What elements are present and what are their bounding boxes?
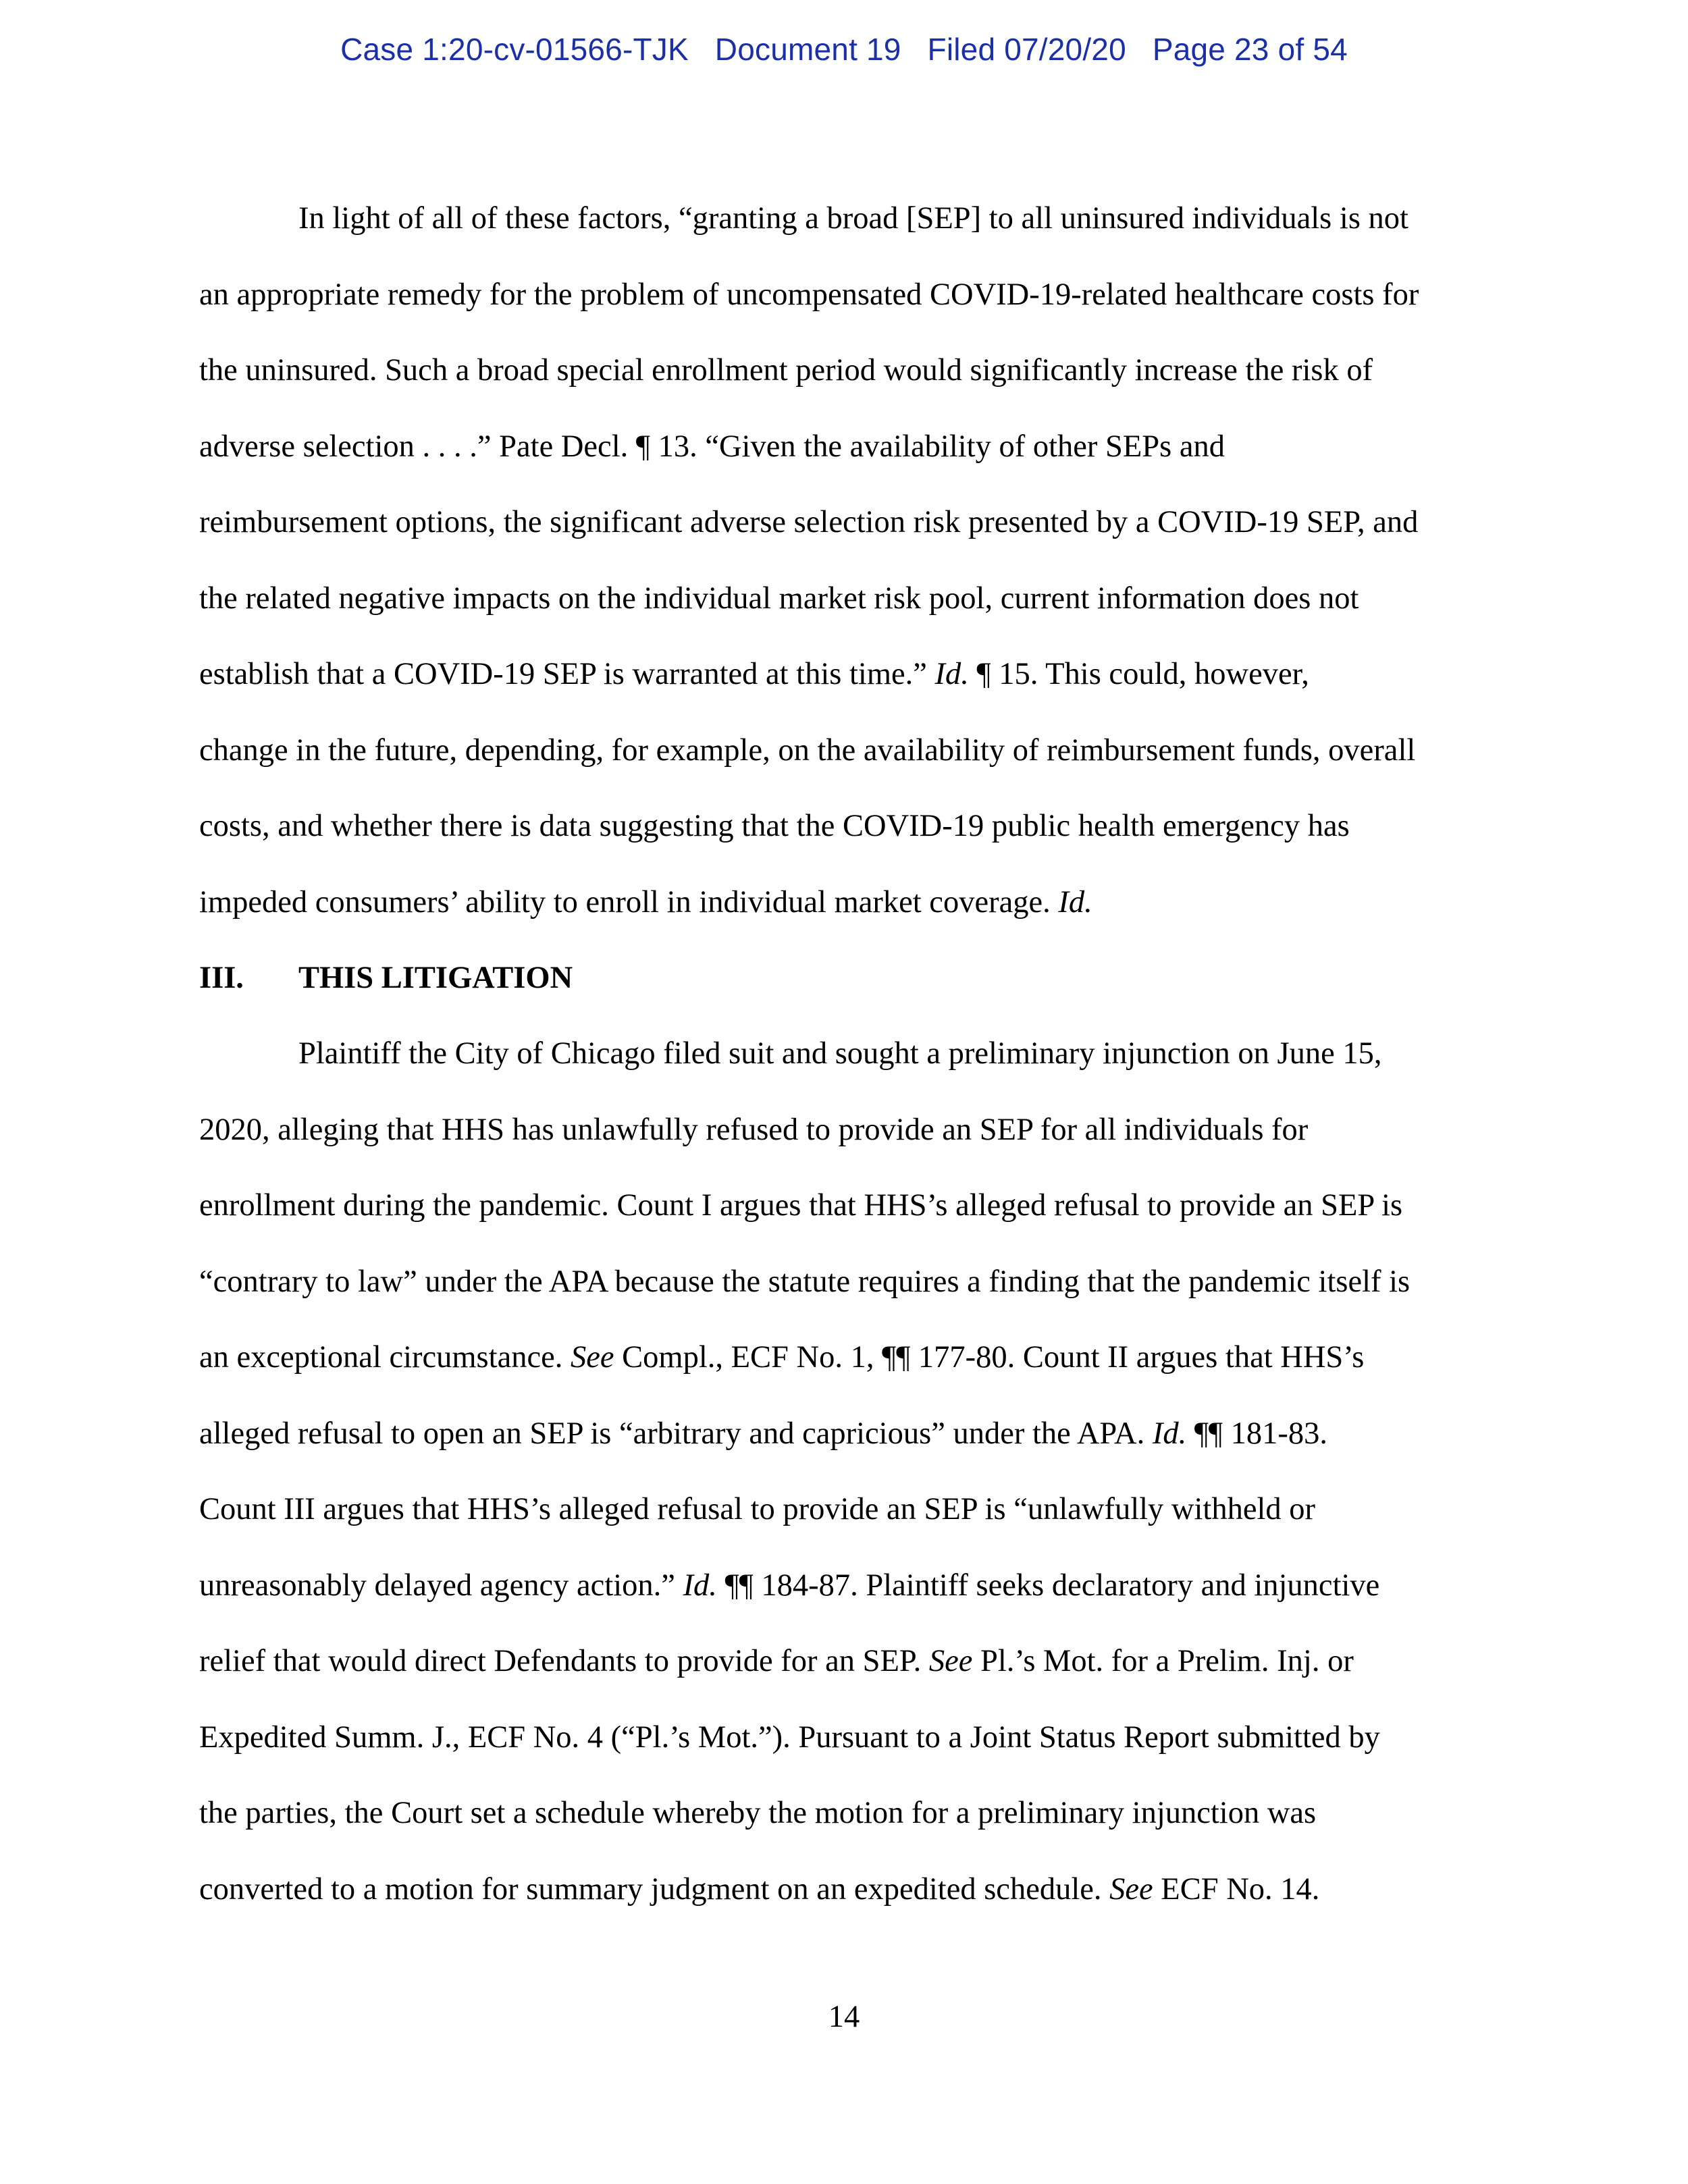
page-number: 14 bbox=[828, 2000, 860, 2034]
citation-see: See bbox=[571, 1340, 614, 1375]
text-line: “contrary to law” under the APA because the statute requires a finding that the pandemic itself is bbox=[199, 1264, 1410, 1299]
text-segment: ¶ 15. This could, however, bbox=[968, 657, 1309, 691]
text-line bbox=[199, 865, 1489, 941]
text-segment: ¶¶ 181-83. bbox=[1186, 1416, 1327, 1451]
text-line: enrollment during the pandemic. Count I argues that HHS’s alleged refusal to provide an SEP is bbox=[199, 1188, 1403, 1223]
citation-id: Id. bbox=[1152, 1416, 1187, 1451]
text-segment: converted to a motion for summary judgment on an expedited schedule. bbox=[199, 1871, 1110, 1907]
citation-see: See bbox=[1109, 1871, 1153, 1907]
text-segment: alleged refusal to open an SEP is “arbitrary and capricious” under the APA. bbox=[199, 1416, 1153, 1451]
citation-id: Id. bbox=[934, 657, 969, 691]
text-line: reimbursement options, the significant adverse selection risk presented by a COVID-19 SEP, and bbox=[199, 505, 1419, 539]
text-line: 2020, alleging that HHS has unlawfully refused to provide an SEP for all individuals for bbox=[199, 1112, 1309, 1147]
text-line bbox=[199, 1624, 1489, 1700]
text-line bbox=[199, 1320, 1489, 1396]
text-segment: unreasonably delayed agency action.” bbox=[199, 1568, 683, 1603]
text-line: adverse selection . . . .” Pate Decl. ¶ 13. “Given the availability of other SEPs and bbox=[199, 429, 1225, 464]
paragraph-factors bbox=[199, 181, 1489, 940]
text-line bbox=[199, 1852, 1489, 1928]
text-segment: relief that would direct Defendants to provide for an SEP. bbox=[199, 1644, 929, 1678]
citation-id: Id. bbox=[1058, 884, 1092, 920]
text-segment: an exceptional circumstance. bbox=[199, 1340, 571, 1375]
text-line: the related negative impacts on the individual market risk pool, current information does not bbox=[199, 581, 1359, 616]
section-heading bbox=[199, 940, 573, 1017]
section-number: III. bbox=[199, 961, 244, 995]
text-segment: establish that a COVID-19 SEP is warranted at this time.” bbox=[199, 657, 935, 691]
text-line bbox=[199, 637, 1489, 713]
text-line: an appropriate remedy for the problem of uncompensated COVID-19-related healthcare costs for bbox=[199, 277, 1419, 312]
text-line: the parties, the Court set a schedule whereby the motion for a preliminary injunction was bbox=[199, 1796, 1317, 1830]
text-line: costs, and whether there is data suggesting that the COVID-19 public health emergency has bbox=[199, 809, 1350, 843]
text-line: Expedited Summ. J., ECF No. 4 (“Pl.’s Mot.”). Pursuant to a Joint Status Report submitted by bbox=[199, 1720, 1380, 1755]
text-line bbox=[199, 1396, 1489, 1472]
ecf-header-stamp: Case 1:20-cv-01566-TJK Document 19 Filed 07/20/20 Page 23 of 54 bbox=[340, 32, 1348, 67]
citation-see: See bbox=[928, 1644, 973, 1678]
text-segment: Pl.’s Mot. for a Prelim. Inj. or bbox=[972, 1644, 1354, 1678]
text-line: Count III argues that HHS’s alleged refusal to provide an SEP is “unlawfully withheld or bbox=[199, 1492, 1316, 1526]
text-line bbox=[199, 1548, 1489, 1624]
text-segment: Compl., ECF No. 1, ¶¶ 177-80. Count II argues that HHS’s bbox=[614, 1340, 1365, 1375]
text-segment: impeded consumers’ ability to enroll in individual market coverage. bbox=[199, 884, 1059, 920]
text-segment: ¶¶ 184-87. Plaintiff seeks declaratory and injunctive bbox=[716, 1568, 1380, 1603]
text-line: change in the future, depending, for example, on the availability of reimbursement funds, overall bbox=[199, 733, 1416, 768]
section-title: THIS LITIGATION bbox=[298, 961, 573, 995]
text-segment: ECF No. 14. bbox=[1153, 1871, 1320, 1907]
text-line: In light of all of these factors, “granting a broad [SEP] to all uninsured individuals is not bbox=[298, 201, 1408, 236]
paragraph-litigation bbox=[199, 1016, 1489, 1927]
text-line: Plaintiff the City of Chicago filed suit and sought a preliminary injunction on June 15, bbox=[298, 1036, 1382, 1071]
citation-id: Id. bbox=[683, 1568, 717, 1603]
text-line: the uninsured. Such a broad special enrollment period would significantly increase the risk of bbox=[199, 353, 1373, 388]
